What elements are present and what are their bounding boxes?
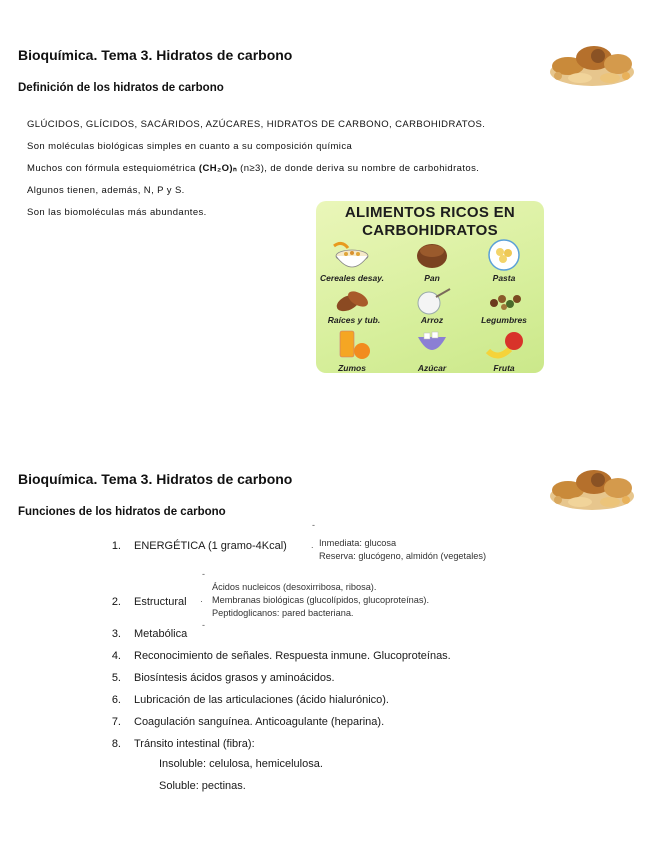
card-title-line-1: ALIMENTOS RICOS EN	[344, 204, 516, 221]
item-3-number: 3.	[111, 628, 121, 640]
item-5-number: 5.	[111, 672, 121, 684]
definition-line-formula	[27, 163, 479, 174]
dash-1b: .	[311, 540, 314, 550]
label-azucar: Azúcar	[417, 363, 447, 373]
dash-2b: ·	[200, 596, 203, 606]
dash-3: -	[202, 620, 205, 630]
label-cereales: Cereales desay.	[320, 273, 384, 283]
card-title-line-2: CARBOHIDRATOS	[362, 222, 498, 239]
estructural-note-1: Ácidos nucleicos (desoxirribosa, ribosa).	[212, 582, 377, 592]
item-6-text: Lubricación de las articulaciones (ácido hialurónico).	[134, 694, 389, 706]
legumes-icon	[484, 285, 524, 319]
juice-icon	[332, 327, 372, 361]
fibra-insoluble: Insoluble: celulosa, hemicelulosa.	[159, 758, 323, 770]
estructural-note-2: Membranas biológicas (glucolípidos, glucoproteínas).	[212, 595, 430, 605]
energetica-note-1: Inmediata: glucosa	[319, 538, 397, 548]
estructural-note-3: Peptidoglicanos: pared bacteriana.	[212, 608, 354, 618]
pasta-icon	[484, 238, 524, 272]
label-arroz: Arroz	[420, 315, 444, 325]
carbohydrate-foods-card	[316, 201, 544, 373]
formula: (CH₂O)ₙ	[198, 163, 238, 174]
sugar-icon	[412, 327, 452, 361]
item-8-number: 8.	[111, 738, 121, 750]
definition-line-4: Son las biomoléculas más abundantes.	[27, 207, 207, 218]
item-7-text: Coagulación sanguínea. Anticoagulante (heparina).	[134, 716, 385, 728]
item-4-number: 4.	[111, 650, 121, 662]
item-3-text: Metabólica	[134, 628, 188, 640]
label-raices: Raíces y tub.	[327, 315, 381, 325]
definition-line-3: Algunos tienen, además, N, P y S.	[27, 185, 185, 196]
definition-line-1: GLÚCIDOS, GLÍCIDOS, SACÁRIDOS, AZÚCARES, HIDRATOS DE CARBONO, CARBOHIDRATOS.	[27, 119, 486, 130]
item-2-text: Estructural	[134, 596, 187, 608]
item-2-number: 2.	[111, 596, 121, 608]
label-zumos: Zumos	[338, 363, 366, 373]
bread-icon	[412, 239, 452, 273]
page1-title: Bioquímica. Tema 3. Hidratos de carbono	[18, 47, 293, 63]
page1-subtitle: Definición de los hidratos de carbono	[18, 82, 224, 94]
dash-2: -	[202, 569, 205, 579]
label-pan: Pan	[424, 273, 440, 283]
cereal-bowl-icon	[332, 238, 372, 272]
definition-line-2: Son moléculas biológicas simples en cuanto a su composición química	[27, 141, 353, 152]
page2-title: Bioquímica. Tema 3. Hidratos de carbono	[18, 471, 293, 487]
roots-tubers-icon	[332, 285, 372, 319]
label-fruta: Fruta	[493, 363, 515, 373]
bread-food-image-2	[548, 456, 636, 514]
page2-subtitle: Funciones de los hidratos de carbono	[18, 506, 226, 518]
item-5-text: Biosíntesis ácidos grasos y aminoácidos.	[134, 672, 335, 684]
dash-1: -	[312, 520, 315, 530]
fibra-soluble: Soluble: pectinas.	[159, 780, 246, 792]
label-legumbres: Legumbres	[481, 315, 527, 325]
fruit-icon	[484, 327, 524, 361]
item-1-text: ENERGÉTICA (1 gramo-4Kcal)	[134, 540, 287, 552]
item-7-number: 7.	[111, 716, 121, 728]
rice-icon	[412, 285, 452, 319]
formula-before: Muchos con fórmula estequiométrica	[27, 163, 199, 174]
formula-after: (n≥3), de donde deriva su nombre de carbohidratos.	[237, 163, 480, 174]
bread-food-image	[548, 32, 636, 90]
label-pasta: Pasta	[492, 273, 516, 283]
item-6-number: 6.	[111, 694, 121, 706]
energetica-note-2: Reserva: glucógeno, almidón (vegetales)	[319, 551, 486, 561]
item-4-text: Reconocimiento de señales. Respuesta inmune. Glucoproteínas.	[134, 650, 451, 662]
item-8-text: Tránsito intestinal (fibra):	[134, 738, 255, 750]
item-1-number: 1.	[111, 540, 121, 552]
